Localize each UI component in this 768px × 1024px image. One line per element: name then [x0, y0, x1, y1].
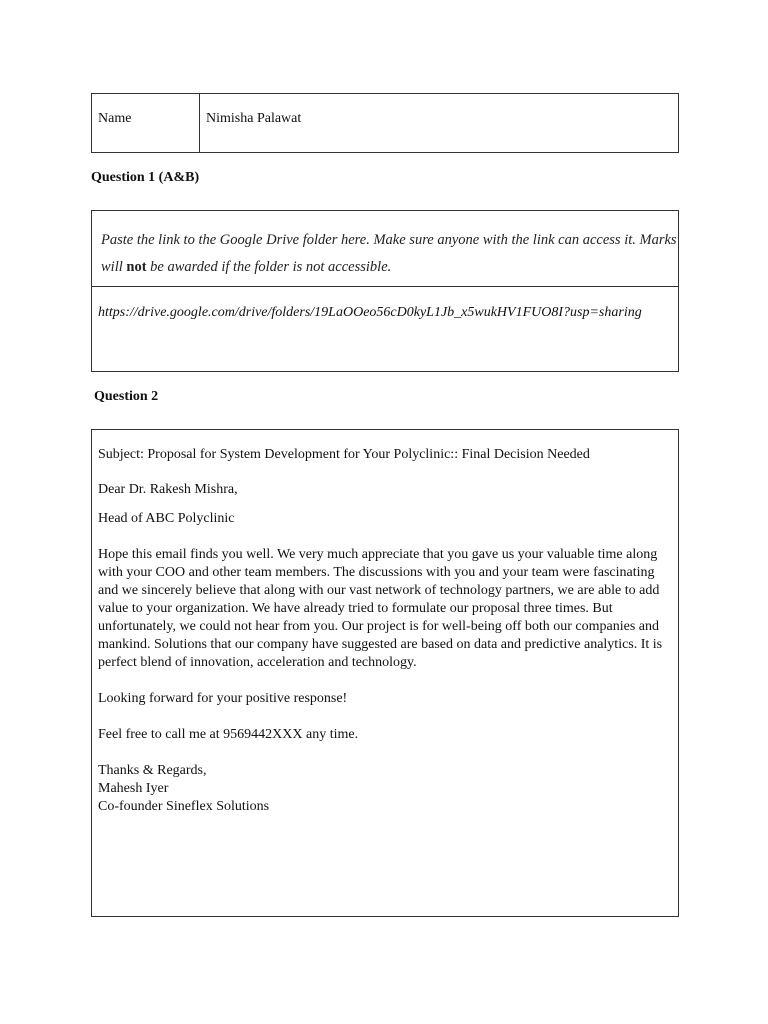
email-regards: Thanks & Regards, — [98, 763, 207, 778]
question-1-instructions — [92, 211, 678, 287]
email-subject: Subject: Proposal for System Development for Your Polyclinic:: Final Decision Needed — [98, 447, 590, 462]
question-1-heading: Question 1 (A&B) — [91, 170, 200, 185]
email-recipient-org: Head of ABC Polyclinic — [98, 511, 235, 526]
email-body: Hope this email finds you well. We very much appreciate that you gave us your valuable time along with your COO and other team members. The discussions with you and your team were fascinating and we sincerely believe that along with our vast network of technology partners, we are able to add value to your organization. We have already tried to formulate our proposal three times. But unfortunately, we could not hear from you. Our project is for well-being off both our companies and mankind. Solutions that our company have suggested are based on data and predictive analytics. It is perfect blend of innovation, acceleration and technology. — [98, 547, 663, 670]
email-phone-line: Feel free to call me at 9569442XXX any time. — [98, 727, 359, 742]
name-value: Nimisha Palawat — [206, 111, 302, 126]
email-sender-title: Co-founder Sineflex Solutions — [98, 799, 270, 814]
question-2-box — [91, 429, 679, 917]
drive-folder-link[interactable]: https://drive.google.com/drive/folders/19LaOOeo56cD0kyL1Jb_x5wukHV1FUO8I?usp=sharing — [98, 305, 642, 320]
instruction-text-part2: be awarded if the folder is not accessible. — [146, 259, 392, 275]
name-label: Name — [92, 94, 200, 152]
instruction-text-part1: Paste the link to the Google Drive folder here. Make sure anyone with the link can access it. Marks will — [101, 232, 677, 275]
question-2-heading: Question 2 — [94, 389, 159, 404]
question-1-box — [91, 210, 679, 372]
email-sender-name: Mahesh Iyer — [98, 781, 169, 796]
name-table — [91, 93, 679, 153]
email-closing: Looking forward for your positive response! — [98, 691, 348, 706]
instruction-bold-not: not — [126, 259, 147, 275]
email-salutation: Dear Dr. Rakesh Mishra, — [98, 482, 238, 497]
